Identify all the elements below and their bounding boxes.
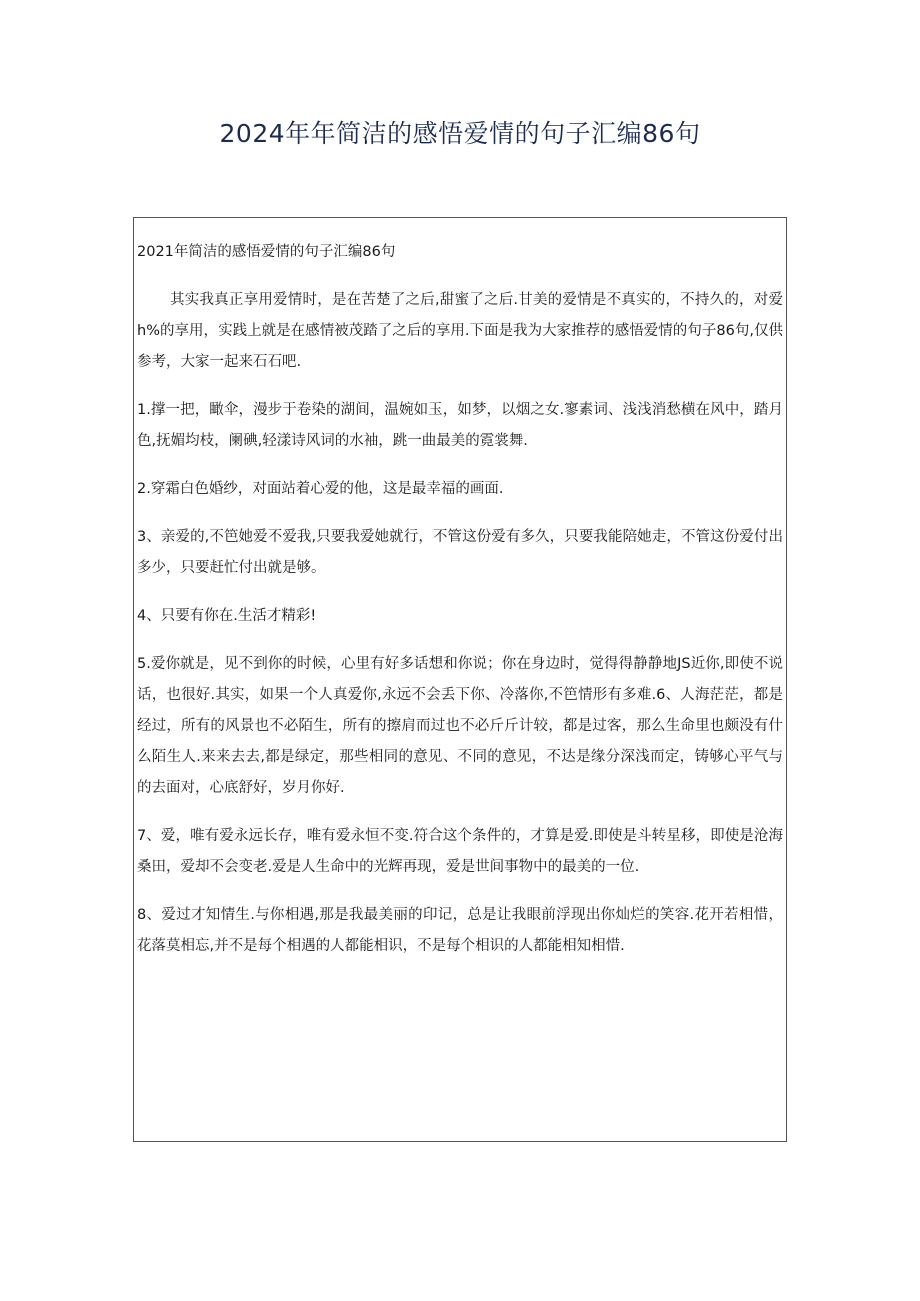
list-item: 3、亲爱的,不笆她爱不爱我,只要我爱她就行，不管这份爱有多久，只要我能陪她走，不管这份爱付出多少，只要赶忙付出就是够。 [137,528,783,576]
document-title: 2024年年简洁的感悟爱情的句子汇编86句 [219,119,701,148]
content-body [137,237,783,963]
intro-paragraph: 其实我真正享用爱情时，是在苦楚了之后,甜蜜了之后.甘美的爱情是不真实的，不持久的，对爱h%的享用，实践上就是在感情被茂踏了之后的享用.下面是我为大家推荐的感悟爱情的句子86句,仅供参考，大家一起来石石吧. [137,291,783,371]
list-item: 2.穿霜白色婚纱，对面站着心爱的他，这是最幸福的画面. [137,481,504,497]
list-item: 5.爱你就是，见不到你的时候，心里有好多话想和你说；你在身边时，觉得得静静地JS近你,即使不说话，也很好.其实，如果一个人真爱你,永远不会丢下你、冷落你,不笆情形有多难.6、人海茫茫，都是经过，所有的风景也不必陌生，所有的擦肩而过也不必斤斤计较，都是过客，那么生命里也颇没有什么陌生人.来来去去,都是绿定，那些相同的意见、不同的意见，不达是缘分深浅而定，铸够心平气与的去面对，心底舒好，岁月你好. [137,655,783,797]
list-item: 1.撑一把，瞰伞，漫步于卷染的湖间，温婉如玉，如梦，以烟之女.寥素词、浅浅消愁横在风中，踏月色,抚媚均枝，阑碘,轻漾诗风词的水袖，跳一曲最美的霓裳舞. [137,402,783,450]
list-item: 4、只要有你在.生活才精彩! [137,607,317,624]
content-subtitle: 2021年简洁的感悟爱情的句子汇编86句 [137,244,396,260]
content-box [133,217,787,1142]
list-item: 8、爱过才知情生.与你相遇,那是我最美丽的印记，总是让我眼前浮现出你灿烂的笑容.花开若相惜，花落莫相忘,并不是每个相遇的人都能相识，不是每个相识的人都能相知相惜. [137,907,783,955]
list-item: 7、爱，唯有爱永远长存，唯有爱永恒不变.符合这个条件的，才算是爱.即使是斗转星移，即使是沧海桑田，爱却不会变老.爱是人生命中的光辉再现，爱是世间事物中的最美的一位. [137,828,783,876]
